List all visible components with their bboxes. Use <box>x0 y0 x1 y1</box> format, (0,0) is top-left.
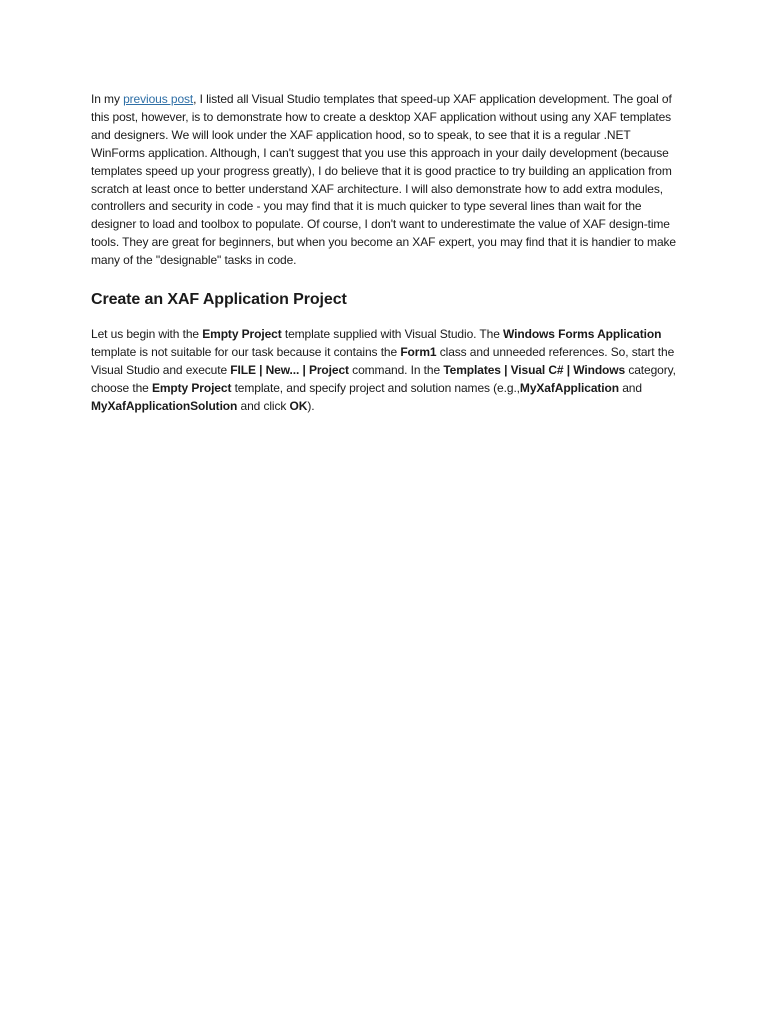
section-text-3: template is not suitable for our task because it contains the <box>91 344 401 359</box>
section-text-8: and <box>619 380 642 395</box>
document-page <box>91 91 681 416</box>
section-text-9: and click <box>237 398 290 413</box>
section-heading: Create an XAF Application Project <box>91 291 347 309</box>
section-text-1: Let us begin with the <box>91 327 203 342</box>
section-text-7: template, and specify project and solution names (e.g., <box>231 380 520 395</box>
file-new-project-command: FILE | New... | Project <box>230 362 349 377</box>
project-name-example: MyXafApplication <box>519 380 619 395</box>
intro-text-after-link: , I listed all Visual Studio templates that speed-up XAF application development. The goal of this post, however, is to demonstrate how to create a desktop XAF application without using any XAF templates and designers. We will look under the XAF application hood, so to speak, to see that it is a regular .NET WinForms application. Although, I can't suggest that you use this approach in your daily development (because templates speed up your progress greatly), I do believe that it is good practice to try building an application from scratch at least once to better understand XAF architecture. I will also demonstrate how to add extra modules, controllers and security in code - you may find that it is much quicker to type several lines than wait for the designer to load and toolbox to populate. Of course, I don't want to underestimate the value of XAF design-time tools. They are great for beginners, but when you become an XAF expert, you may find that it is handier to make many of the "designable" tasks in code. <box>91 92 677 268</box>
section-text-6: category, choose the <box>91 362 676 395</box>
templates-category-path: Templates | Visual C# | Windows <box>443 362 626 377</box>
section-paragraph <box>91 326 681 416</box>
section-text-2: template supplied with Visual Studio. The <box>281 327 504 342</box>
empty-project-term: Empty Project <box>202 327 282 342</box>
previous-post-link[interactable]: previous post <box>123 92 194 106</box>
form1-term: Form1 <box>400 344 437 359</box>
solution-name-example: MyXafApplicationSolution <box>91 398 238 413</box>
section-text-4: class and unneeded references. So, start the Visual Studio and execute <box>91 344 675 377</box>
intro-paragraph <box>91 91 681 270</box>
section-text-10: ). <box>307 398 315 413</box>
intro-text-before-link: In my <box>91 92 124 106</box>
ok-term: OK <box>289 398 308 413</box>
empty-project-template-term: Empty Project <box>151 380 232 395</box>
section-text-5: command. In the <box>348 362 444 377</box>
windows-forms-application-term: Windows Forms Application <box>503 327 662 342</box>
